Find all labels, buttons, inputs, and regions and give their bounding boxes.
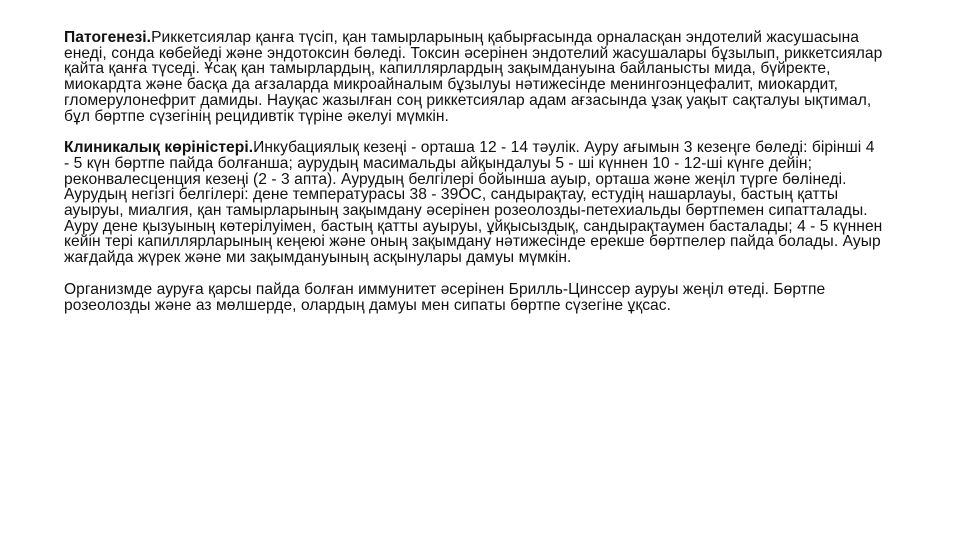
paragraph-heading-pathogenesis: Патогенезі. bbox=[64, 29, 152, 46]
text-body bbox=[64, 30, 884, 313]
paragraph-text-pathogenesis: Риккетсиялар қанға түсіп, қан тамырларының қабырғасында орналасқан эндотелий жасушасына енеді, сонда көбейеді және эндотоксин бөледі. Токсин әсерінен эндотелий жасушалары бұзылып, риккетсиялар қайта қанға түседі. Ұсақ қан тамырлардың, капиллярлардың зақымдануына байланысты мида, бүйректе, миокардта және басқа да ағзаларда микроайналым бұзылуы нәтижесінде менингоэнцефалит, миокардит, гломерулонефрит дамиды. Науқас жазылған соң риккетсиялар адам ағзасында ұзақ уақыт сақталуы ықтимал, бұл бөртпе сүзегінің рецидивтік түріне әкелуі мүмкін. bbox=[64, 29, 883, 125]
paragraph-text-immunity: Организмде ауруға қарсы пайда болған иммунитет әсерінен Брилль-Цинссер ауруы жеңіл өтеді. Бөртпе розеолозды және аз мөлшерде, олардың дамуы мен сипаты бөртпе сүзегіне ұқсас. bbox=[64, 280, 826, 314]
paragraph-clinical bbox=[64, 140, 884, 266]
paragraph-immunity bbox=[64, 282, 884, 313]
paragraph-text-clinical: Инкубациялық кезеңі - орташа 12 - 14 тәулік. Ауру ағымын 3 кезеңге бөледі: бірінші 4 - 5 күн бөртпе пайда болғанша; аурудың масимальды айқындалуы 5 - ші күннен 10 - 12-ші күнге дейін; реконвалесценция кезеңі (2 - 3 апта). Аурудың белгілері бойынша ауыр, орташа және жеңіл түрге бөлінеді. Аурудың негізгі белгілері: дене температурасы 38 - 39ОС, сандырақтау, естудің нашарлауы, бастың қатты ауыруы, миалгия, қан тамырларының зақымдану әсерінен розеолозды-петехиальды бөртпемен сипатталады. Ауру дене қызуының көтерілуімен, бастың қатты ауыруы, ұйқысыздық, сандырақтаумен басталады; 4 - 5 күннен кейін тері капиллярларының кеңеюі және оның зақымдану нәтижесінде ерекше бөртпелер пайда болады. Ауыр жағдайда жүрек және ми зақымдануының асқынулары дамуы мүмкін. bbox=[64, 139, 883, 267]
paragraph-pathogenesis bbox=[64, 30, 884, 124]
paragraph-heading-clinical: Клиникалық көріністері. bbox=[64, 139, 254, 157]
